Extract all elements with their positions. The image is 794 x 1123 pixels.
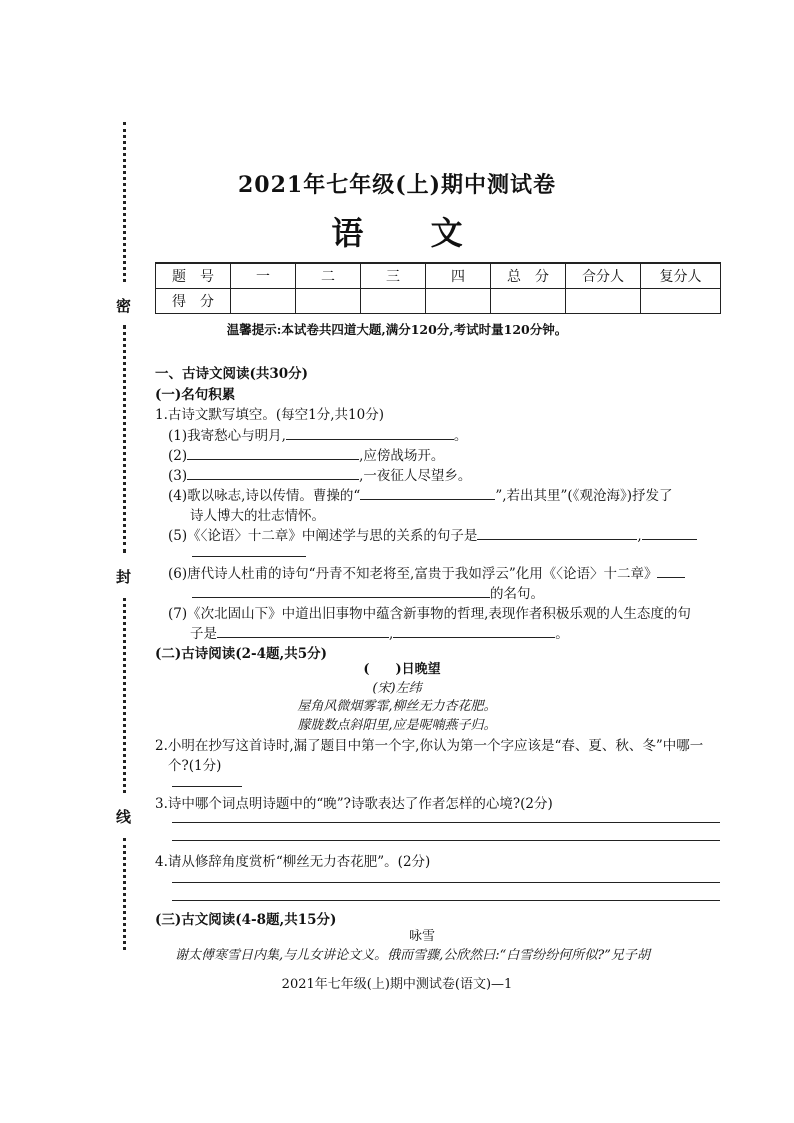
item-3-end: ,一夜征人尽望乡。	[359, 468, 472, 484]
prose-text: 谢太傅寒雪日内集,与儿女讲论文义。俄而雪骤,公欣然曰:“白雪纷纷何所似?”兄子胡	[175, 948, 650, 963]
answer-blank[interactable]	[360, 487, 495, 500]
item-7-end: 。	[555, 626, 569, 642]
item-1	[168, 424, 467, 444]
binding-dots-upper-middle	[123, 325, 126, 553]
item-6-end: 的名句。	[490, 586, 544, 602]
binding-mark-line: 线	[116, 808, 132, 826]
answer-blank[interactable]	[657, 565, 685, 578]
binding-mark-seal: 密	[116, 297, 132, 315]
item-5-text: (5)《〈论语〉十二章》中阐述学与思的关系的句子是	[168, 528, 478, 544]
item-2	[168, 444, 444, 464]
item-6-text: (6)唐代诗人杜甫的诗句“丹青不知老将至,富贵于我如浮云”化用《〈论语〉十二章》	[168, 566, 658, 582]
exam-notice: 温馨提示:本试卷共四道大题,满分120分,考试时量120分钟。	[226, 322, 568, 337]
answer-line[interactable]	[172, 822, 720, 823]
question-1: 1.古诗文默写填空。(每空1分,共10分)	[155, 407, 384, 423]
item-4-continued: 诗人博大的壮志情怀。	[190, 508, 325, 524]
answer-blank[interactable]	[477, 527, 637, 540]
answer-blank[interactable]	[187, 447, 359, 460]
answer-line[interactable]	[172, 786, 242, 787]
answer-blank[interactable]	[393, 625, 555, 638]
header-cell-part-4: 四	[426, 263, 491, 289]
score-cell[interactable]	[361, 289, 426, 314]
poem-line-1: 屋角风微烟雾霏,柳丝无力杏花肥。	[297, 699, 497, 714]
part-3-title: (三)古文阅读(4-8题,共15分)	[155, 912, 337, 928]
item-7: (7)《次北固山下》中道出旧事物中蕴含新事物的哲理,表现作者积极乐观的人生态度的句	[168, 606, 691, 622]
item-1-end: 。	[453, 428, 468, 444]
score-table-score-row	[156, 289, 721, 314]
question-2: 2.小明在抄写这首诗时,漏了题目中第一个字,你认为第一个字应该是“春、夏、秋、冬”中哪一	[155, 738, 704, 754]
score-cell[interactable]	[641, 289, 721, 314]
item-4-mid: ”,若出其里”(《观沧海》)抒发了	[495, 488, 673, 504]
header-cell-part-3: 三	[361, 263, 426, 289]
binding-dots-top	[123, 122, 126, 282]
item-3-text: (3)	[168, 468, 188, 484]
score-table-header-row	[156, 263, 721, 289]
score-cell[interactable]	[231, 289, 296, 314]
header-cell-total: 总 分	[491, 263, 566, 289]
score-cell[interactable]	[491, 289, 566, 314]
header-cell-question-no: 题 号	[156, 263, 231, 289]
answer-line[interactable]	[172, 882, 720, 883]
answer-blank[interactable]	[286, 427, 454, 440]
prose-title: 咏雪	[408, 929, 435, 944]
score-cell[interactable]	[296, 289, 361, 314]
poem-line-2: 朦胧数点斜阳里,应是呢喃燕子归。	[297, 718, 497, 733]
answer-blank[interactable]	[187, 467, 359, 480]
section-1-title: 一、古诗文阅读(共30分)	[155, 366, 309, 382]
exam-title: 2021年七年级(上)期中测试卷	[237, 172, 557, 198]
header-cell-part-2: 二	[296, 263, 361, 289]
answer-blank[interactable]	[217, 625, 389, 638]
item-6-continued	[192, 582, 544, 602]
question-2-continued: 个?(1分)	[168, 758, 222, 774]
score-row-label: 得 分	[156, 289, 231, 314]
score-cell[interactable]	[426, 289, 491, 314]
answer-line[interactable]	[172, 900, 720, 901]
item-7-text: 子是	[190, 626, 217, 642]
binding-mark-close: 封	[116, 568, 132, 586]
poem-title: ( )日晚望	[363, 662, 441, 677]
item-6	[168, 562, 685, 582]
item-1-text: (1)我寄愁心与明月,	[168, 428, 286, 444]
item-3	[168, 464, 471, 484]
answer-blank[interactable]	[192, 585, 490, 598]
answer-line[interactable]	[172, 840, 720, 841]
item-4-text: (4)歌以咏志,诗以传情。曹操的“	[168, 488, 361, 504]
subject-title: 语 文	[331, 214, 491, 252]
header-cell-part-1: 一	[231, 263, 296, 289]
item-4	[168, 484, 672, 504]
answer-blank[interactable]	[642, 527, 697, 540]
question-4: 4.请从修辞角度赏析“柳丝无力杏花肥”。(2分)	[155, 854, 431, 870]
item-2-text: (2)	[168, 448, 188, 464]
answer-blank[interactable]	[192, 544, 306, 557]
part-2-title: (二)古诗阅读(2-4题,共5分)	[155, 646, 328, 662]
header-cell-checker: 复分人	[641, 263, 721, 289]
poem-author: (宋)左纬	[372, 681, 422, 696]
score-cell[interactable]	[566, 289, 641, 314]
part-1-title: (一)名句积累	[155, 387, 236, 403]
item-7-comma: ,	[389, 626, 394, 642]
page-footer: 2021年七年级(上)期中测试卷(语文)—1	[281, 977, 513, 992]
item-5	[168, 524, 697, 544]
item-7-continued	[190, 622, 569, 642]
item-5-continued	[192, 544, 306, 561]
question-3: 3.诗中哪个词点明诗题中的“晚”?诗歌表达了作者怎样的心境?(2分)	[155, 796, 553, 812]
item-5-comma: ,	[637, 528, 642, 544]
item-2-end: ,应傍战场开。	[359, 448, 445, 464]
header-cell-tallier: 合分人	[566, 263, 641, 289]
score-table	[155, 262, 721, 314]
